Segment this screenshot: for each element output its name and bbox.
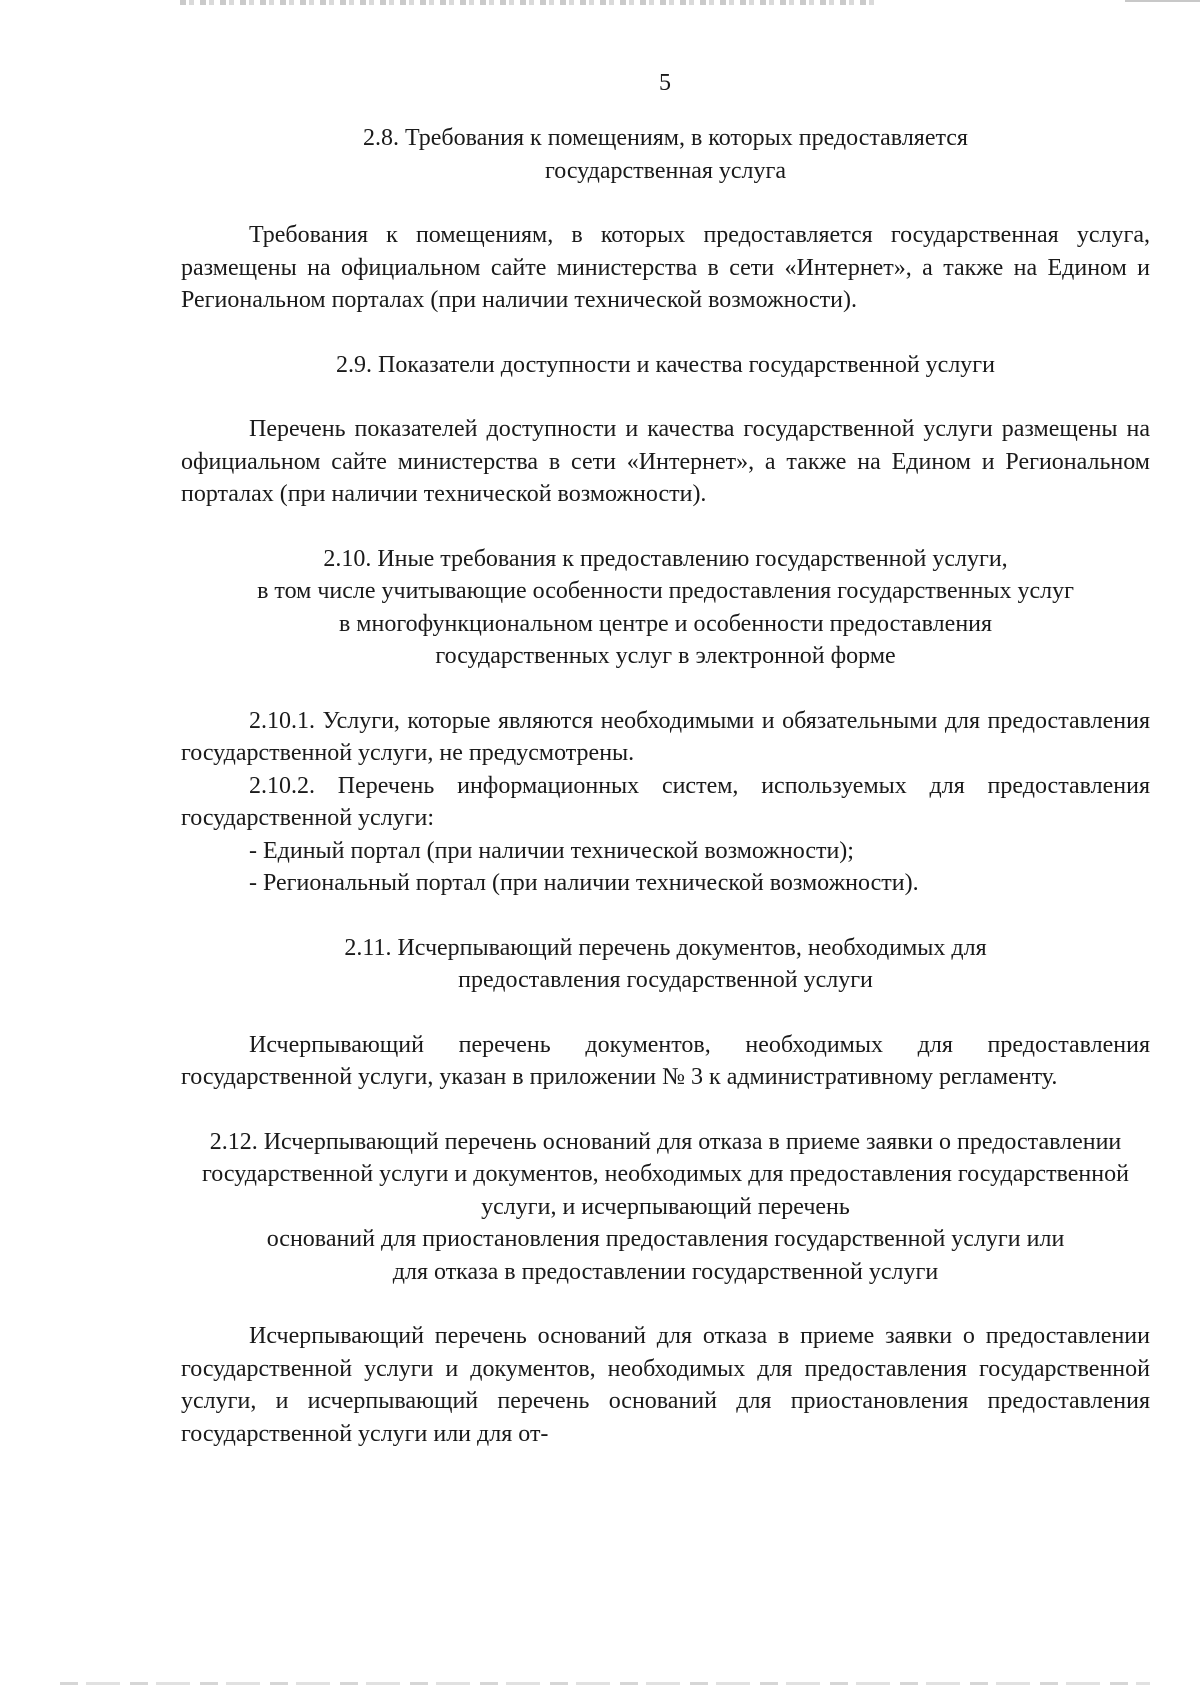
section-heading-2-9: 2.9. Показатели доступности и качества государственной услуги xyxy=(336,351,995,378)
scan-artifact-top xyxy=(180,0,880,5)
section-heading-2-8: 2.8. Требования к помещениям, в которых предоставляется государственная услуга xyxy=(363,125,968,184)
section-text-2-12: Исчерпывающий перечень оснований для отказа в приеме заявки о предоставлении государственной услуги и документов, необходимых для предоставления государственной услуги, и исчерпывающий перечень оснований для приостановления предоставления государственной услуги или для от- xyxy=(181,1323,1150,1447)
page-number: 5 xyxy=(659,70,671,96)
section-text-2-10-2: 2.10.2. Перечень информационных систем, используемых для предоставления государственной услуги: xyxy=(181,772,1150,831)
list-item-unified-portal: - Единый портал (при наличии технической возможности); xyxy=(249,837,854,864)
section-text-2-9: Перечень показателей доступности и качества государственной услуги размещены на официальном сайте министерства в сети «Интернет», а также на Едином и Региональном порталах (при наличии технической возможности). xyxy=(181,416,1150,507)
section-heading-2-12: 2.12. Исчерпывающий перечень оснований для отказа в приеме заявки о предоставлении государственной услуги и документов, необходимых для предоставления государственной услуги, и исчерпывающий перечень оснований для приостановления предоставления государственной услуги или для отказа в предоставлении государственной услуги xyxy=(202,1128,1129,1285)
scan-artifact-bottom xyxy=(60,1682,1150,1685)
section-heading-2-11: 2.11. Исчерпывающий перечень документов, необходимых для предоставления государственной услуги xyxy=(344,934,987,993)
section-heading-2-10: 2.10. Иные требования к предоставлению государственной услуги, в том числе учитывающие особенности предоставления государственных услуг в многофункциональном центре и особенности предоставления государственных услуг в электронной форме xyxy=(257,545,1074,669)
list-item-regional-portal: - Региональный портал (при наличии технической возможности). xyxy=(249,870,919,896)
section-text-2-10-1: 2.10.1. Услуги, которые являются необходимыми и обязательными для предоставления государственной услуги, не предусмотрены. xyxy=(181,707,1150,766)
document-body xyxy=(181,122,1150,1450)
section-text-2-11: Исчерпывающий перечень документов, необходимых для предоставления государственной услуги, указан в приложении № 3 к административному регламенту. xyxy=(181,1031,1150,1090)
section-text-2-8: Требования к помещениям, в которых предоставляется государственная услуга, размещены на официальном сайте министерства в сети «Интернет», а также на Едином и Региональном порталах (при наличии технической возможности). xyxy=(181,222,1150,313)
scan-artifact-top-right xyxy=(1125,0,1200,2)
